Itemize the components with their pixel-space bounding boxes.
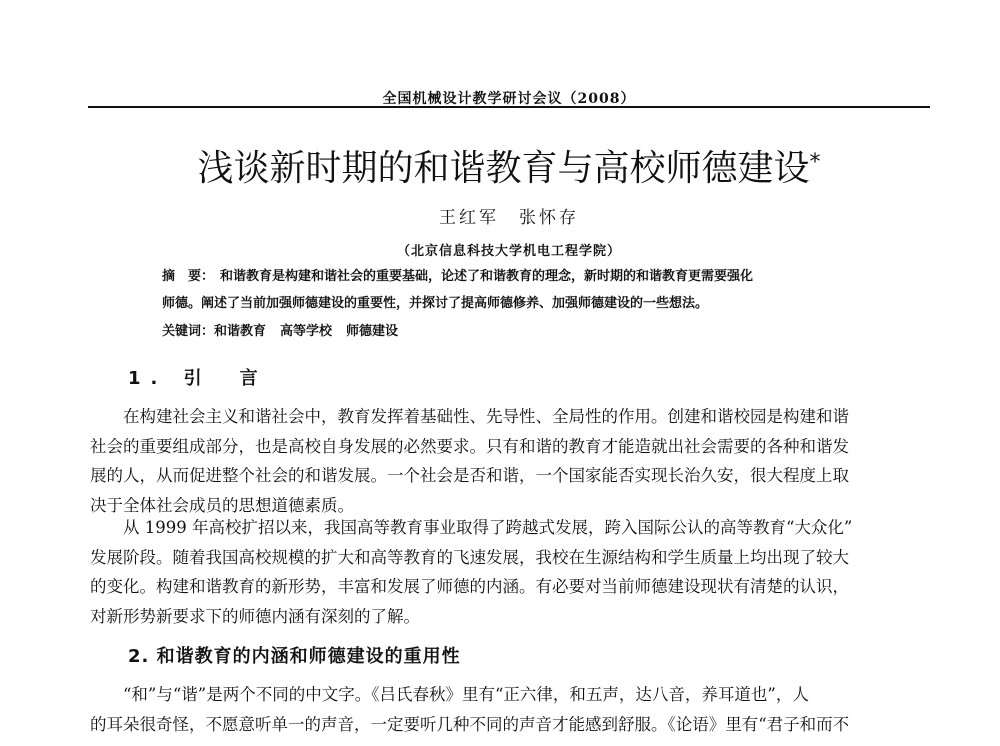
title-footnote-marker: * [809,150,821,175]
paragraph-line: 在构建社会主义和谐社会中，教育发挥着基础性、先导性、全局性的作用。创建和谐校园是构建和谐 [90,407,849,426]
keywords [162,320,862,339]
authors: 王红军 张怀存 [439,208,579,228]
affiliation: （北京信息科技大学机电工程学院） [396,244,621,259]
running-header: 全国机械设计教学研讨会议（2008） [382,91,636,107]
paragraph-line: “和”与“谐”是两个不同的中文字。《吕氏春秋》里有“正六律，和五声，达八音，养耳道也”，人 [90,685,809,704]
paragraph-line: 决于全体社会成员的思想道德素质。 [90,495,354,515]
paragraph-line: 从 1999 年高校扩招以来，我国高等教育事业取得了跨越式发展，跨入国际公认的高等教育“大众化” [90,518,853,537]
paragraph-line: 发展阶段。随着我国高校规模的扩大和高等教育的飞速发展，我校在生源结构和学生质量上均出现了较大 [90,547,849,567]
abstract-label: 摘 要： [162,269,215,284]
section-heading-introduction: 1. 引 言 [128,368,268,389]
paragraph-line: 的耳朵很奇怪，不愿意听单一的声音，一定要听几种不同的声音才能感到舒服。《论语》里有“君子和而不 [90,714,850,734]
abstract-line: 师德。阐述了当前加强师德建设的重要性，并探讨了提高师德修养、加强师德建设的一些想法。 [162,296,709,311]
paper-title [88,145,930,193]
abstract-line [162,263,862,290]
body-paragraph [90,680,930,739]
body-paragraph [90,513,930,631]
paragraph-line: 的变化。构建和谐教育的新形势，丰富和发展了师德的内涵。有必要对当前师德建设现状有清楚的认识， [90,577,849,596]
keyword-item: 和谐教育 [214,324,267,339]
title-text: 浅谈新时期的和谐教育与高校师德建设 [197,148,810,189]
abstract [162,263,862,317]
keywords-label: 关键词： [162,324,215,339]
paragraph-line: 展的人，从而促进整个社会的和谐发展。一个社会是否和谐，一个国家能否实现长治久安，很大程度上取 [90,466,849,485]
keyword-item: 师德建设 [346,324,399,339]
paragraph-line: 对新形势新要求下的师德内涵有深刻的了解。 [90,606,420,626]
keyword-item: 高等学校 [280,324,333,339]
paragraph-line: 社会的重要组成部分，也是高校自身发展的必然要求。只有和谐的教育才能造就出社会需要的各种和谐发 [90,436,849,456]
abstract-text: 和谐教育是构建和谐社会的重要基础，论述了和谐教育的理念，新时期的和谐教育更需要强化 [220,269,754,284]
header-rule [88,106,930,108]
body-paragraph [90,402,930,520]
section-heading-harmonious-education: 2. 和谐教育的内涵和师德建设的重用性 [128,646,461,667]
